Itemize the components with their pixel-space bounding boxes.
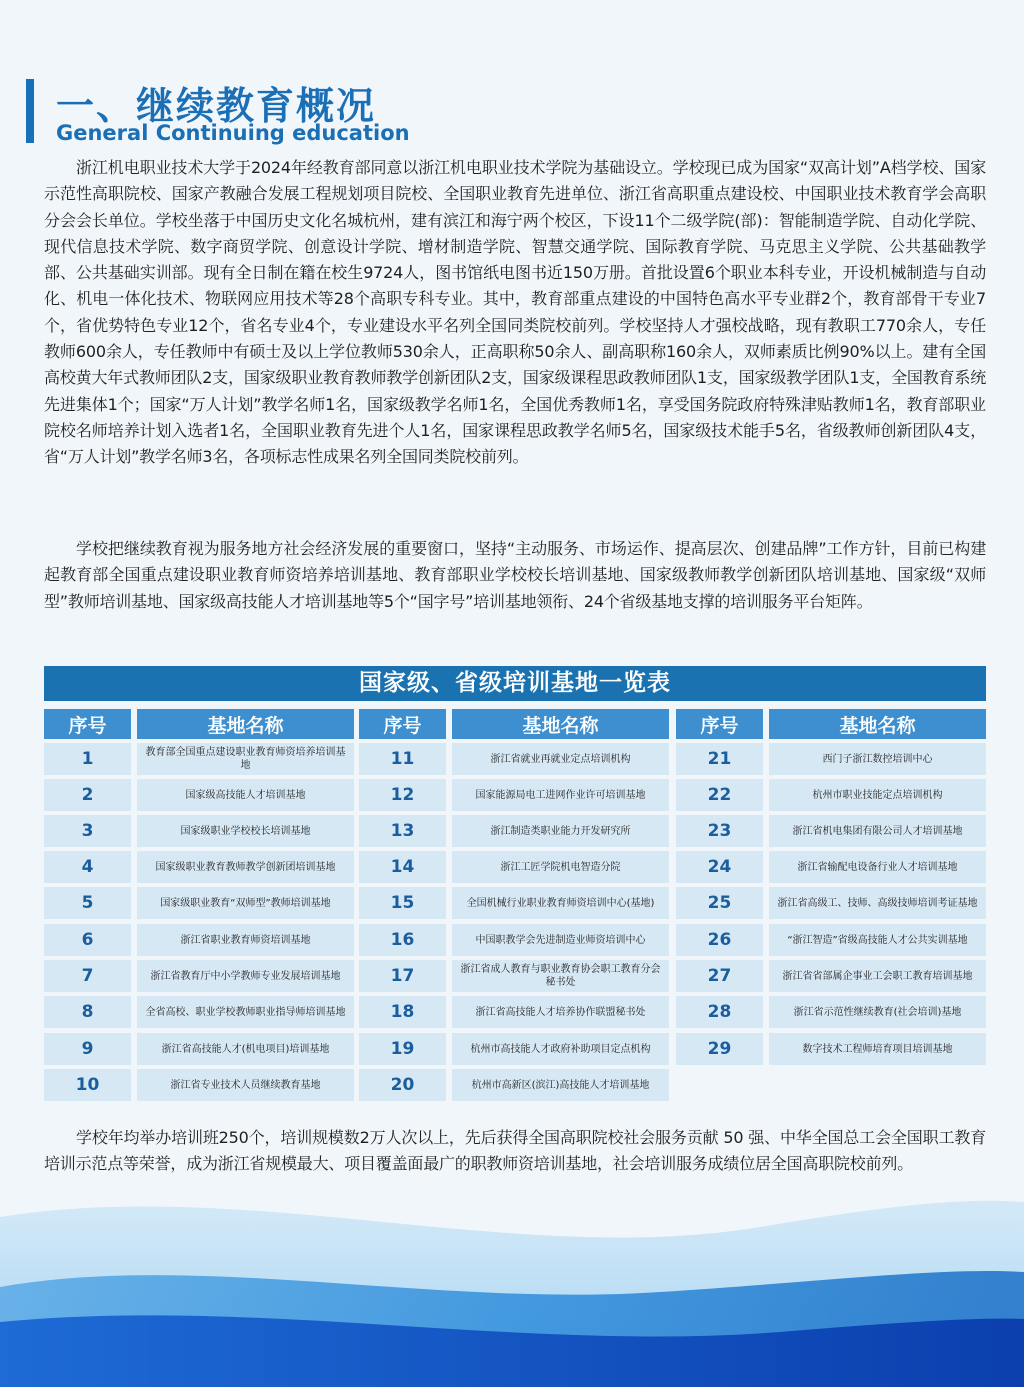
table-cell-name: 杭州市职业技能定点培训机构 xyxy=(769,779,986,811)
section-title: 一、继续教育概况 xyxy=(56,84,377,128)
decorative-wave-background xyxy=(0,1157,1024,1387)
table-cell-name: 杭州市高新区(滨江)高技能人才培训基地 xyxy=(452,1069,669,1101)
table-cell-num: 2 xyxy=(44,779,131,811)
table-cell-num: 8 xyxy=(44,996,131,1028)
table-cell-num: 24 xyxy=(676,851,763,883)
table-cell-num: 12 xyxy=(359,779,446,811)
table-cell-num: 7 xyxy=(44,960,131,992)
table-cell-name: 浙江工匠学院机电智造分院 xyxy=(452,851,669,883)
table-cell-name: “浙江智造”省级高技能人才公共实训基地 xyxy=(769,924,986,956)
table-cell-num: 5 xyxy=(44,887,131,919)
table-cell-name: 国家级职业教育“双师型”教师培训基地 xyxy=(137,887,354,919)
table-cell-num: 23 xyxy=(676,815,763,847)
column-header-num: 序号 xyxy=(676,709,763,739)
table-cell-name: 浙江省高技能人才培养协作联盟秘书处 xyxy=(452,996,669,1028)
table-cell-name: 浙江省就业再就业定点培训机构 xyxy=(452,743,669,775)
table-cell-name: 浙江省省部属企事业工会职工教育培训基地 xyxy=(769,960,986,992)
table-cell-name: 全国机械行业职业教育师资培训中心(基地) xyxy=(452,887,669,919)
column-header-name: 基地名称 xyxy=(769,709,986,739)
table-cell-num: 13 xyxy=(359,815,446,847)
table-cell-num: 4 xyxy=(44,851,131,883)
table-cell-num: 20 xyxy=(359,1069,446,1101)
table-cell-num: 10 xyxy=(44,1069,131,1101)
table-cell-num: 18 xyxy=(359,996,446,1028)
table-cell-name: 全省高校、职业学校教师职业指导师培训基地 xyxy=(137,996,354,1028)
table-cell-num: 25 xyxy=(676,887,763,919)
column-header-num: 序号 xyxy=(44,709,131,739)
table-cell-name: 浙江省职业教育师资培训基地 xyxy=(137,924,354,956)
table-cell-num: 26 xyxy=(676,924,763,956)
table-cell-num: 3 xyxy=(44,815,131,847)
table-cell-num: 29 xyxy=(676,1033,763,1065)
table-cell-num: 16 xyxy=(359,924,446,956)
table-cell-name: 杭州市高技能人才政府补助项目定点机构 xyxy=(452,1033,669,1065)
table-cell-name: 浙江省机电集团有限公司人才培训基地 xyxy=(769,815,986,847)
table-cell-num: 22 xyxy=(676,779,763,811)
table-cell-name: 国家级职业教育教师教学创新团培训基地 xyxy=(137,851,354,883)
table-cell-num: 28 xyxy=(676,996,763,1028)
table-cell-name: 浙江省教育厅中小学教师专业发展培训基地 xyxy=(137,960,354,992)
table-cell-num: 9 xyxy=(44,1033,131,1065)
table-cell-num: 21 xyxy=(676,743,763,775)
table-cell-name: 浙江省高级工、技师、高级技师培训考证基地 xyxy=(769,887,986,919)
column-header-num: 序号 xyxy=(359,709,446,739)
table-cell-name: 浙江省高技能人才(机电项目)培训基地 xyxy=(137,1033,354,1065)
table-cell-name: 国家级高技能人才培训基地 xyxy=(137,779,354,811)
title-accent-bar xyxy=(26,79,34,143)
continuing-education-paragraph: 学校把继续教育视为服务地方社会经济发展的重要窗口，坚持“主动服务、市场运作、提高层次、创建品牌”工作方针，目前已构建起教育部全国重点建设职业教育师资培养培训基地、教育部职业学校校长培训基地、国家级教师教学创新团队培训基地、国家级“双师型”教师培训基地、国家级高技能人才培训基地等5个“国字号”培训基地领衔、24个省级基地支撑的培训服务平台矩阵。 xyxy=(44,539,986,611)
section-subtitle-english: General Continuing education xyxy=(56,121,410,145)
table-cell-name: 国家级职业学校校长培训基地 xyxy=(137,815,354,847)
table-cell-num: 1 xyxy=(44,743,131,775)
table-cell-num: 15 xyxy=(359,887,446,919)
table-cell-name: 教育部全国重点建设职业教育师资培养培训基地 xyxy=(137,743,354,775)
summary-paragraph: 学校年均举办培训班250个，培训规模数2万人次以上，先后获得全国高职院校社会服务贡献 50 强、中华全国总工会全国职工教育培训示范点等荣誉，成为浙江省规模最大、项目覆盖面最广的职教师资培训基地，社会培训服务成绩位居全国高职院校前列。 xyxy=(44,1128,986,1174)
table-title: 国家级、省级培训基地一览表 xyxy=(44,666,986,701)
table-cell-num: 11 xyxy=(359,743,446,775)
table-cell-name: 国家能源局电工进网作业许可培训基地 xyxy=(452,779,669,811)
table-cell-num: 19 xyxy=(359,1033,446,1065)
column-header-name: 基地名称 xyxy=(452,709,669,739)
table-cell-name: 浙江省成人教育与职业教育协会职工教育分会秘书处 xyxy=(452,960,669,992)
table-cell-num: 17 xyxy=(359,960,446,992)
table-cell-name: 浙江省专业技术人员继续教育基地 xyxy=(137,1069,354,1101)
table-cell-num: 6 xyxy=(44,924,131,956)
column-header-name: 基地名称 xyxy=(137,709,354,739)
table-cell-name: 西门子浙江数控培训中心 xyxy=(769,743,986,775)
table-cell-name: 浙江省示范性继续教育(社会培训)基地 xyxy=(769,996,986,1028)
table-cell-name: 中国职教学会先进制造业师资培训中心 xyxy=(452,924,669,956)
table-cell-name: 浙江制造类职业能力开发研究所 xyxy=(452,815,669,847)
table-cell-name: 浙江省输配电设备行业人才培训基地 xyxy=(769,851,986,883)
table-cell-num: 27 xyxy=(676,960,763,992)
table-cell-num: 14 xyxy=(359,851,446,883)
table-cell-name: 数字技术工程师培育项目培训基地 xyxy=(769,1033,986,1065)
intro-paragraph: 浙江机电职业技术大学于2024年经教育部同意以浙江机电职业技术学院为基础设立。学校现已成为国家“双高计划”A档学校、国家示范性高职院校、国家产教融合发展工程规划项目院校、全国职业教育先进单位、浙江省高职重点建设校、中国职业技术教育学会高职分会会长单位。学校坐落于中国历史文化名城杭州，建有滨江和海宁两个校区，下设11个二级学院(部)：智能制造学院、自动化学院、现代信息技术学院、数字商贸学院、创意设计学院、增材制造学院、智慧交通学院、国际教育学院、马克思主义学院、公共基础教学部、公共基础实训部。现有全日制在籍在校生9724人，图书馆纸电图书近150万册。首批设置6个职业本科专业，开设机械制造与自动化、机电一体化技术、物联网应用技术等28个高职专科专业。其中，教育部重点建设的中国特色高水平专业群2个，教育部骨干专业7个，省优势特色专业12个，省名专业4个，专业建设水平名列全国同类院校前列。学校坚持人才强校战略，现有教职工770余人，专任教师600余人，专任教师中有硕士及以上学位教师530余人，正高职称50余人、副高职称160余人，双师素质比例90%以上。建有全国高校黄大年式教师团队2支，国家级职业教育教师教学创新团队2支，国家级课程思政教师团队1支，国家级教学团队1支，全国教育系统先进集体1个；国家“万人计划”教学名师1名，国家级教学名师1名，全国优秀教师1名，享受国务院政府特殊津贴教师1名，教育部职业院校名师培养计划入选者1名，全国职业教育先进个人1名，国家课程思政教学名师5名，国家级技术能手5名，省级教师创新团队4支，省“万人计划”教学名师3名，各项标志性成果名列全国同类院校前列。 xyxy=(44,158,986,467)
